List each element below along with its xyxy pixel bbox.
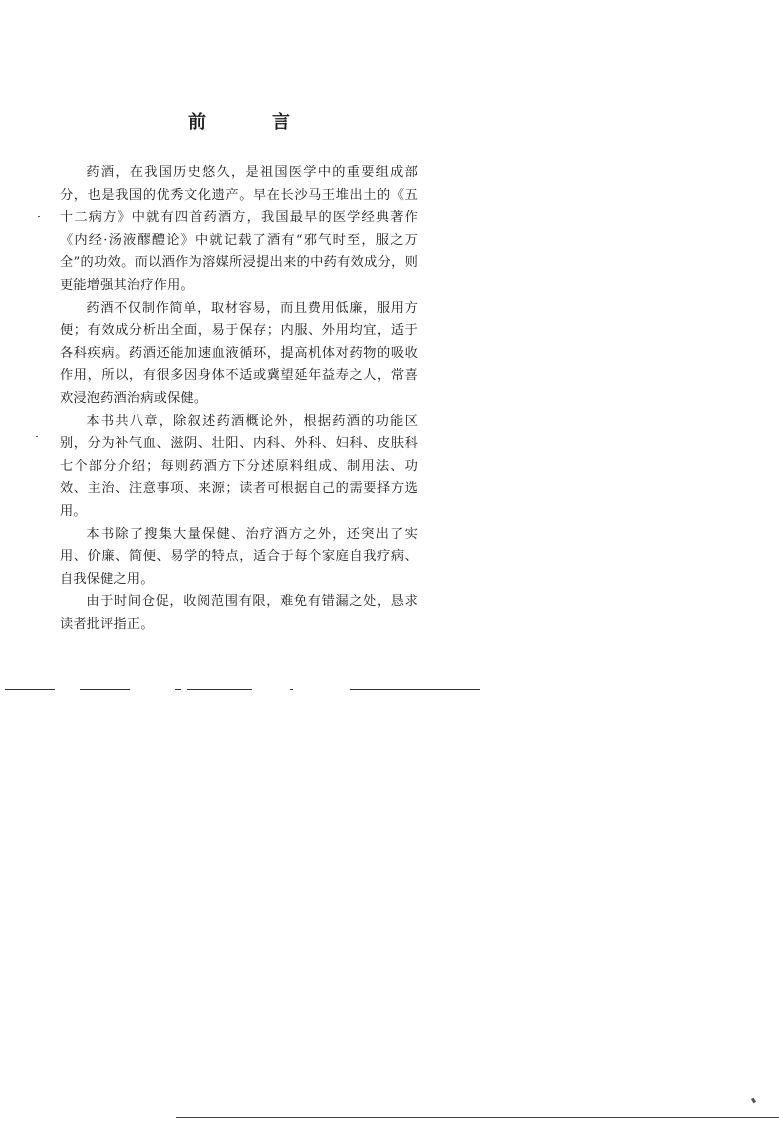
scan-rule-segment [350, 689, 480, 690]
scan-rule-segment [5, 689, 55, 690]
paragraph: 药酒不仅制作简单，取材容易，而且费用低廉，服用方便；有效成分析出全面，易于保存；内服、外用均宜，适于各科疾病。药酒还能加速血液循环，提高机体对药物的吸收作用，所以，有很多因身体不适或冀望延年益寿之人，常喜欢浸泡药酒治病或保健。 [60, 300, 418, 406]
paragraph: 由于时间仓促，收阅范围有限，难免有错漏之处，恳求读者批评指正。 [60, 594, 418, 632]
scan-rule-segment [290, 689, 293, 690]
paragraph: 药酒，在我国历史悠久，是祖国医学中的重要组成部分，也是我国的优秀文化遗产。早在长沙马王堆出土的《五十二病方》中就有四首药酒方，我国最早的医学经典著作《内经·汤液醪醴论》中就记载了酒有“邪气时至，服之万全”的功效。而以酒作为溶媒所浸提出来的中药有效成分，则更能增强其治疗作用。 [60, 165, 418, 293]
paragraph: 本书除了搜集大量保健、治疗酒方之外，还突出了实用、价廉、简便、易学的特点，适合于每个家庭自我疗病、自我保健之用。 [60, 526, 418, 587]
margin-mark [36, 436, 38, 437]
corner-mark [751, 1098, 756, 1104]
scan-rule-segment [187, 689, 252, 690]
paragraph: 本书共八章，除叙述药酒概论外，根据药酒的功能区别，分为补气血、滋阴、壮阳、内科、外科、妇科、皮肤科七个部分介绍；每则药酒方下分述原料组成、制用法、功效、主治、注意事项、来源；读者可根据自己的需要择方选用。 [60, 413, 418, 519]
scan-rule-segment [175, 689, 181, 690]
bottom-rule [176, 1117, 779, 1118]
preface-body [60, 162, 418, 636]
margin-mark [38, 216, 40, 217]
page-title: 前 言 [188, 112, 314, 133]
scan-rule-segment [80, 689, 130, 690]
